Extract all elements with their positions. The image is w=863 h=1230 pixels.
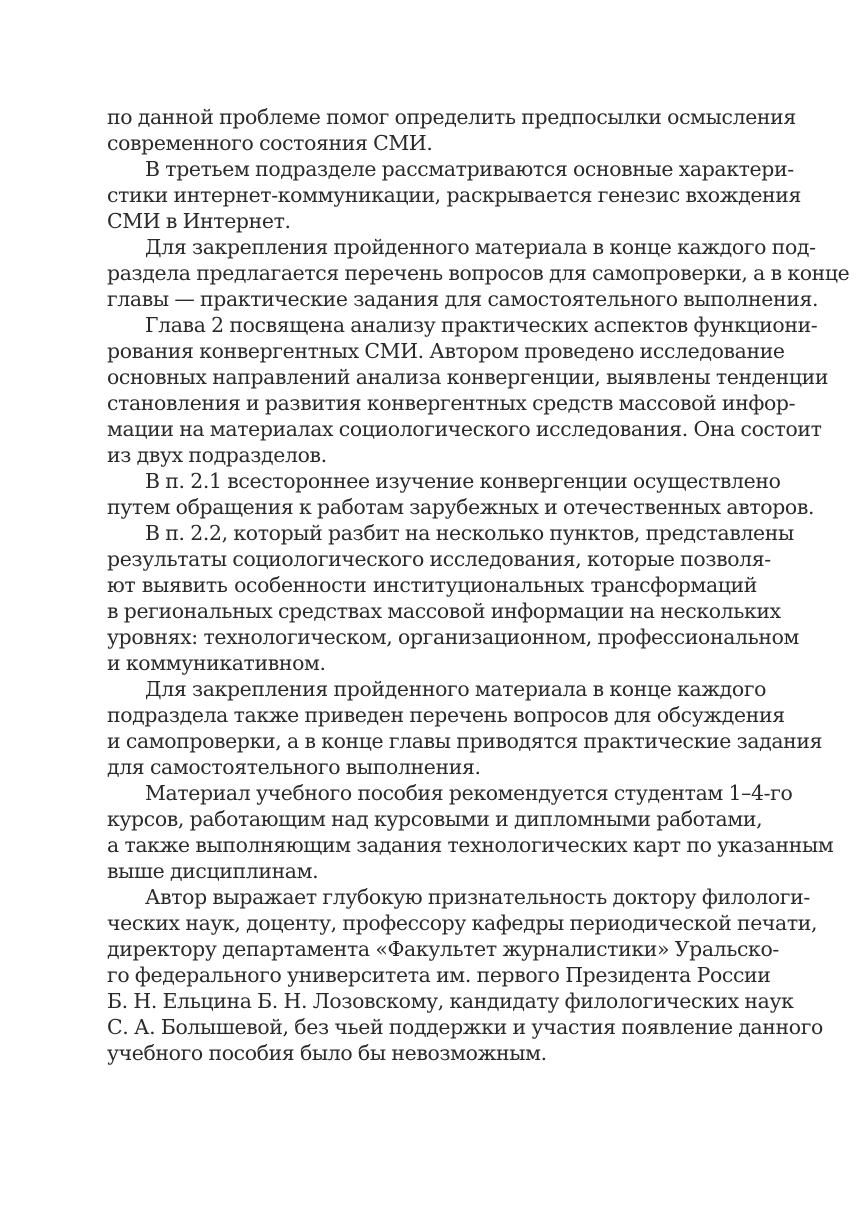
text-line: Глава 2 посвящена анализу практических аспектов функциони- [145,313,818,337]
text-line: ческих наук, доценту, профессору кафедры периодической печати, [107,911,818,935]
text-line: В п. 2.2, который разбит на несколько пунктов, представлены [145,521,794,545]
text-line: В п. 2.1 всестороннее изучение конвергенции осуществлено [145,469,781,493]
paragraph [107,312,829,468]
text-line: Б. Н. Ельцина Б. Н. Лозовскому, кандидату филологических наук [107,989,794,1013]
text-line: В третьем подразделе рассматриваются основные характери- [145,157,794,181]
text-line: подраздела также приведен перечень вопросов для обсуждения [107,703,785,727]
paragraph [107,780,834,884]
text-line: Материал учебного пособия рекомендуется студентам 1–4-го [145,781,793,805]
text-line: Для закрепления пройденного материала в конце каждого [145,677,767,701]
text-line: раздела предлагается перечень вопросов для самопроверки, а в конце [107,261,850,285]
paragraph [107,676,823,780]
text-line: результаты социологического исследования, которые позволя- [107,547,771,571]
paragraph [107,520,800,676]
text-line: и коммуникативном. [107,651,326,675]
text-line: становления и развития конвергентных средств массовой инфор- [107,391,796,415]
text-line: го федерального университета им. первого Президента России [107,963,771,987]
paragraph [107,884,823,1066]
paragraph [107,234,850,312]
text-line: а также выполняющим задания технологических карт по указанным [107,833,834,857]
text-line: учебного пособия было бы невозможным. [107,1041,547,1065]
text-line: директору департамента «Факультет журналистики» Уральско- [107,937,779,961]
text-line: стики интернет-коммуникации, раскрывается генезис вхождения [107,183,802,207]
text-line: С. А. Болышевой, без чьей поддержки и участия появление данного [107,1015,823,1039]
paragraph [107,156,802,234]
text-line: Для закрепления пройденного материала в конце каждого под- [145,235,816,259]
text-line: из двух подразделов. [107,443,327,467]
text-line: курсов, работающим над курсовыми и дипломными работами, [107,807,763,831]
text-line: ют выявить особенности институциональных трансформаций [107,573,757,597]
text-line: для самостоятельного выполнения. [107,755,481,779]
text-line: путем обращения к работам зарубежных и отечественных авторов. [107,495,815,519]
text-line: и самопроверки, а в конце главы приводятся практические задания [107,729,823,753]
text-line: уровнях: технологическом, организационном, профессиональном [107,625,800,649]
text-line: главы — практические задания для самостоятельного выполнения. [107,287,819,311]
paragraph [107,104,796,156]
text-line: мации на материалах социологического исследования. Она состоит [107,417,822,441]
text-line: по данной проблеме помог определить предпосылки осмысления [107,105,796,129]
text-line: СМИ в Интернет. [107,209,291,233]
text-line: выше дисциплинам. [107,859,319,883]
text-line: Автор выражает глубокую признательность доктору филологи- [145,885,810,909]
document-page [107,104,850,1066]
text-line: в региональных средствах массовой информации на нескольких [107,599,781,623]
paragraph [107,468,815,520]
text-line: основных направлений анализа конвергенции, выявлены тенденции [107,365,829,389]
text-line: рования конвергентных СМИ. Автором проведено исследование [107,339,785,363]
text-line: современного состояния СМИ. [107,131,433,155]
